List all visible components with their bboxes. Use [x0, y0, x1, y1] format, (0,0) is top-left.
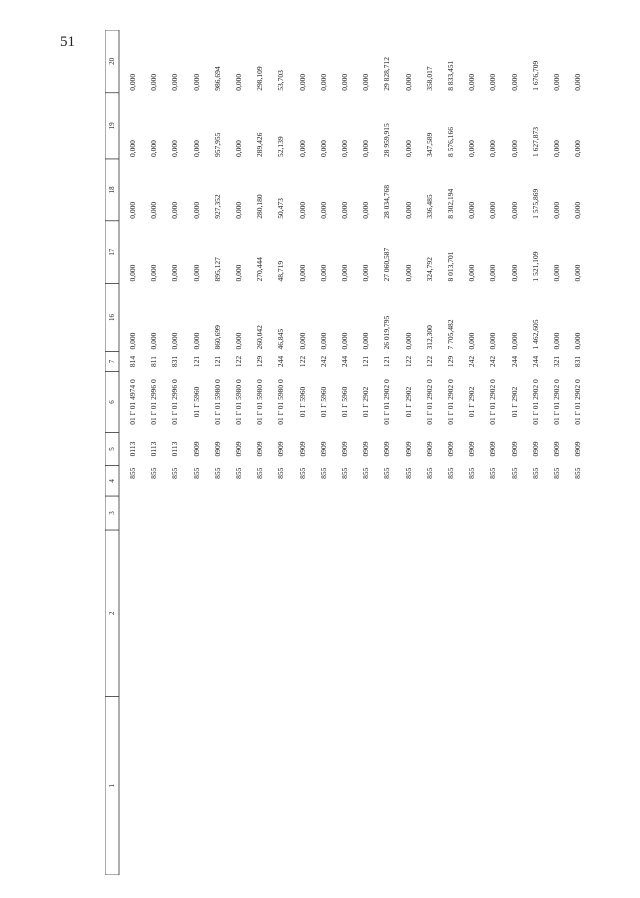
table-cell: 0,000 [340, 73, 349, 91]
table-cell: 0,000 [509, 201, 519, 219]
table-cell: 0,000 [170, 73, 180, 91]
table-cell: 855 [424, 467, 434, 479]
table-row [568, 30, 588, 875]
table-cell: 280,180 [255, 194, 265, 219]
table-header-row [105, 30, 119, 875]
table-cell: 0,000 [488, 140, 498, 157]
table-cell: 855 [361, 467, 371, 479]
table-cell: 855 [403, 467, 413, 479]
header-col-18: 18 [108, 186, 116, 194]
table-cell: 0,000 [318, 264, 328, 282]
table-row [335, 30, 355, 875]
table-cell: 855 [255, 467, 265, 479]
table-cell: 0909 [255, 441, 265, 457]
table-cell: 0909 [573, 441, 583, 457]
table-cell: 0,000 [234, 201, 243, 219]
table-cell: 855 [276, 467, 286, 479]
table-cell: 0,000 [552, 73, 561, 91]
table-cell: 01 Г 5960 [318, 386, 328, 418]
table-cell: 0,000 [509, 140, 519, 157]
table-cell: 8 576,166 [446, 126, 455, 157]
table-cell: 324,792 [424, 257, 434, 282]
table-cell: 0,000 [297, 264, 307, 282]
table-cell: 895,127 [212, 257, 222, 282]
table-cell: 0,000 [573, 73, 583, 91]
table-cell: 01 Г 2902 [509, 386, 519, 418]
table-cell: 28 959,915 [382, 123, 392, 157]
table-row [356, 30, 376, 875]
table-cell: 0,000 [191, 201, 201, 219]
table-cell: 855 [149, 467, 159, 479]
table-cell: 1 462,605 [530, 319, 540, 350]
table-cell: 0,000 [234, 73, 243, 91]
table-cell: 122 [234, 355, 243, 368]
table-cell: 0909 [191, 441, 201, 457]
table-cell: 53,703 [276, 70, 286, 91]
table-row [462, 30, 482, 875]
table-cell: 831 [170, 355, 180, 368]
table-cell: 0113 [149, 441, 159, 457]
table-cell: 01 Г 5960 [191, 386, 201, 418]
table-cell: 855 [340, 467, 349, 479]
table-cell: 0,000 [467, 201, 477, 219]
table-cell: 0,000 [488, 201, 498, 219]
table-cell: 8 833,451 [446, 60, 455, 91]
table-row [377, 30, 397, 875]
table-cell: 0,000 [191, 73, 201, 91]
table-cell: 0,000 [149, 140, 159, 157]
table-cell: 0,000 [149, 264, 159, 282]
table-row [293, 30, 313, 875]
table-row [187, 30, 207, 875]
table-cell: 0,000 [361, 332, 371, 350]
table-cell: 0,000 [340, 332, 349, 350]
table-cell: 26 019,795 [382, 315, 392, 350]
table-cell: 121 [212, 355, 222, 368]
table-row [399, 30, 419, 875]
table-cell: 244 [530, 355, 540, 368]
table-cell: 01 Г 01 2902 0 [446, 379, 455, 425]
table-cell: 0,000 [488, 264, 498, 282]
table-cell: 0,000 [573, 201, 583, 219]
table-cell: 0,000 [318, 201, 328, 219]
table-cell: 01 Г 01 5980 0 [212, 379, 222, 425]
table-cell: 0,000 [234, 140, 243, 157]
table-cell: 46,845 [276, 328, 286, 350]
header-col-16: 16 [108, 313, 116, 321]
table-cell: 1 521,109 [530, 251, 540, 282]
rotated-budget-table [105, 30, 585, 875]
table-cell: 0,000 [488, 332, 498, 350]
table-cell: 855 [128, 467, 137, 479]
table-cell: 0909 [361, 441, 371, 457]
table-cell: 0909 [552, 441, 561, 457]
table-row [505, 30, 525, 875]
table-cell: 855 [467, 467, 477, 479]
table-row [314, 30, 334, 875]
table-cell: 0,000 [191, 332, 201, 350]
table-row [229, 30, 249, 875]
table-cell: 244 [276, 355, 286, 368]
table-cell: 321 [552, 355, 561, 368]
table-cell: 0,000 [234, 264, 243, 282]
table-cell: 0909 [276, 441, 286, 457]
table-cell: 8 302,194 [446, 188, 455, 219]
table-cell: 0,000 [297, 73, 307, 91]
header-col-17: 17 [108, 248, 116, 256]
header-col-5: 5 [108, 447, 116, 451]
table-cell: 855 [488, 467, 498, 479]
table-cell: 242 [318, 355, 328, 368]
table-cell: 0909 [212, 441, 222, 457]
header-col-6: 6 [108, 400, 116, 404]
table-cell: 7 705,482 [446, 319, 455, 350]
table-cell: 0909 [403, 441, 413, 457]
table-cell: 01 Г 01 2902 0 [573, 379, 583, 425]
table-cell: 1 627,873 [530, 126, 540, 157]
table-cell: 122 [424, 355, 434, 368]
table-cell: 28 034,768 [382, 185, 392, 219]
table-cell: 52,139 [276, 136, 286, 157]
table-cell: 0,000 [509, 73, 519, 91]
table-cell: 122 [297, 355, 307, 368]
table-cell: 0,000 [552, 264, 561, 282]
table-cell: 0,000 [509, 264, 519, 282]
table-row [547, 30, 567, 875]
table-cell: 336,485 [424, 194, 434, 219]
table-cell: 0,000 [573, 140, 583, 157]
table-cell: 1 676,709 [530, 60, 540, 91]
table-cell: 0,000 [128, 332, 137, 350]
table-cell: 0,000 [488, 73, 498, 91]
table-cell: 0,000 [149, 332, 159, 350]
table-row [208, 30, 228, 875]
table-cell: 01 Г 5960 [340, 386, 349, 418]
table-cell: 347,589 [424, 132, 434, 157]
table-cell: 0,000 [361, 73, 371, 91]
table-cell: 01 Г 01 5980 0 [276, 379, 286, 425]
table-cell: 0,000 [403, 73, 413, 91]
table-cell: 129 [446, 355, 455, 368]
table-cell: 0909 [446, 441, 455, 457]
table-cell: 0,000 [297, 332, 307, 350]
header-col-20: 20 [108, 57, 116, 65]
table-cell: 0,000 [149, 201, 159, 219]
header-col-19: 19 [108, 122, 116, 130]
table-cell: 0,000 [467, 140, 477, 157]
table-cell: 01 Г 01 5980 0 [255, 379, 265, 425]
table-cell: 0,000 [361, 140, 371, 157]
table-cell: 0,000 [170, 201, 180, 219]
table-cell: 0,000 [170, 140, 180, 157]
table-cell: 01 Г 2902 [361, 386, 371, 418]
header-col-1: 1 [108, 783, 116, 788]
table-cell: 0,000 [149, 73, 159, 91]
table-cell: 0,000 [403, 140, 413, 157]
table-cell: 0,000 [191, 264, 201, 282]
table-cell: 8 013,701 [446, 251, 455, 282]
table-cell: 0909 [234, 441, 243, 457]
table-cell: 01 Г 01 2902 0 [552, 379, 561, 425]
table-cell: 0909 [509, 441, 519, 457]
table-cell: 0909 [297, 441, 307, 457]
table-cell: 27 060,587 [382, 247, 392, 282]
table-cell: 0,000 [318, 332, 328, 350]
table-cell: 0,000 [128, 140, 137, 157]
table-cell: 0,000 [297, 140, 307, 157]
table-row [250, 30, 270, 875]
table-cell: 0,000 [361, 201, 371, 219]
table-cell: 986,694 [212, 66, 222, 91]
table-cell: 01 Г 01 2902 0 [382, 379, 392, 425]
table-cell: 0909 [318, 441, 328, 457]
table-cell: 01 Г 01 2996 0 [170, 379, 180, 425]
header-col-2: 2 [108, 611, 116, 615]
table-cell: 48,719 [276, 260, 286, 282]
table-cell: 121 [361, 355, 371, 368]
table-cell: 0909 [424, 441, 434, 457]
table-cell: 855 [509, 467, 519, 479]
table-cell: 0,000 [509, 332, 519, 350]
table-cell: 0113 [128, 441, 137, 457]
table-cell: 242 [467, 355, 477, 368]
table-row [526, 30, 546, 875]
table-row [144, 30, 164, 875]
table-cell: 122 [403, 355, 413, 368]
table-cell: 0,000 [403, 201, 413, 219]
header-col-4: 4 [108, 479, 116, 483]
table-cell: 0,000 [573, 332, 583, 350]
table-cell: 0,000 [318, 140, 328, 157]
table-cell: 289,426 [255, 132, 265, 157]
table-cell: 811 [149, 356, 159, 367]
table-cell: 01 Г 01 4974 0 [128, 379, 137, 425]
table-cell: 0,000 [318, 73, 328, 91]
table-cell: 855 [170, 467, 180, 479]
table-cell: 0909 [488, 441, 498, 457]
table-cell: 0,000 [191, 140, 201, 157]
table-cell: 957,955 [212, 132, 222, 157]
table-cell: 0,000 [552, 140, 561, 157]
table-cell: 855 [234, 467, 243, 479]
table-cell: 242 [488, 355, 498, 368]
table-cell: 358,017 [424, 66, 434, 91]
table-cell: 0,000 [170, 264, 180, 282]
table-cell: 0,000 [170, 332, 180, 350]
table-cell: 312,300 [424, 325, 434, 350]
table-cell: 0,000 [361, 264, 371, 282]
table-cell: 0,000 [403, 332, 413, 350]
page-number: 51 [60, 34, 75, 50]
table-cell: 860,699 [212, 325, 222, 350]
table-cell: 855 [530, 467, 540, 479]
table-cell: 244 [509, 355, 519, 368]
table-cell: 855 [552, 467, 561, 479]
table-cell: 01 Г 2902 [403, 386, 413, 418]
table-cell: 0,000 [128, 264, 137, 282]
table-cell: 927,352 [212, 194, 222, 219]
table-cell: 01 Г 01 5980 0 [234, 379, 243, 425]
table-cell: 121 [382, 355, 392, 368]
table-cell: 855 [318, 467, 328, 479]
table-cell: 129 [255, 355, 265, 368]
table-row [165, 30, 185, 875]
table-cell: 0,000 [403, 264, 413, 282]
table-cell: 0,000 [552, 332, 561, 350]
table-cell: 121 [191, 355, 201, 368]
table-cell: 831 [573, 355, 583, 368]
table-cell: 0,000 [128, 201, 137, 219]
table-row [123, 30, 143, 875]
table-cell: 0113 [170, 441, 180, 457]
header-col-3: 3 [108, 511, 116, 515]
table-cell: 0,000 [467, 73, 477, 91]
table-row [271, 30, 291, 875]
table-cell: 0,000 [552, 201, 561, 219]
table-cell: 0909 [467, 441, 477, 457]
table-cell: 0,000 [234, 332, 243, 350]
table-cell: 01 Г 2902 [467, 386, 477, 418]
table-cell: 855 [382, 467, 392, 479]
table-row [420, 30, 440, 875]
table-cell: 01 Г 01 2996 0 [149, 379, 159, 425]
table-cell: 0,000 [297, 201, 307, 219]
table-cell: 0,000 [340, 264, 349, 282]
table-cell: 0,000 [573, 264, 583, 282]
table-cell: 270,444 [255, 257, 265, 282]
table-cell: 01 Г 01 2902 0 [424, 379, 434, 425]
table-cell: 244 [340, 355, 349, 368]
table-cell: 50,473 [276, 198, 286, 219]
table-cell: 01 Г 01 2902 0 [530, 379, 540, 425]
table-cell: 0909 [382, 441, 392, 457]
table-cell: 0909 [530, 441, 540, 457]
table-cell: 855 [446, 467, 455, 479]
table-cell: 0,000 [340, 140, 349, 157]
table-cell: 01 Г 01 2902 0 [488, 379, 498, 425]
table-cell: 01 Г 5960 [297, 386, 307, 418]
table-cell: 814 [128, 355, 137, 368]
table-cell: 0,000 [128, 73, 137, 91]
header-col-7: 7 [108, 359, 116, 364]
table-cell: 0909 [340, 441, 349, 457]
table-cell: 0,000 [467, 264, 477, 282]
table-cell: 855 [573, 467, 583, 479]
table-row [483, 30, 503, 875]
table-cell: 298,109 [255, 66, 265, 91]
table-cell: 1 575,869 [530, 188, 540, 219]
table-cell: 0,000 [467, 332, 477, 350]
table-row [441, 30, 461, 875]
table-cell: 260,042 [255, 325, 265, 350]
table-cell: 855 [297, 467, 307, 479]
table-cell: 855 [191, 467, 201, 479]
table-cell: 855 [212, 467, 222, 479]
table-cell: 0,000 [340, 201, 349, 219]
table-cell: 29 828,712 [382, 56, 392, 91]
